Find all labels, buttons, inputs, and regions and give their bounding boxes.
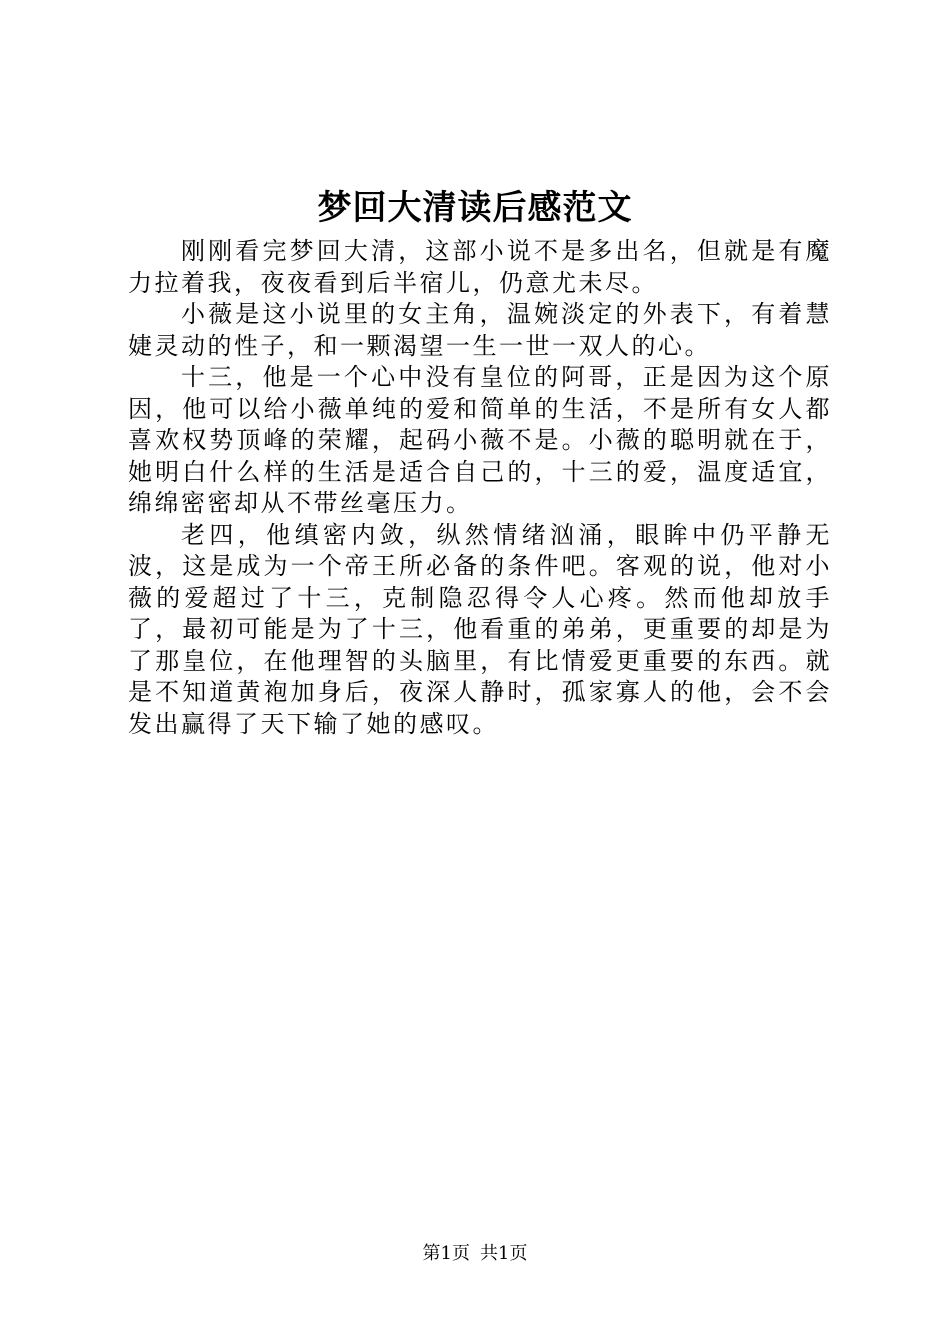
document-body [128,236,832,740]
page-footer [0,1241,950,1267]
paragraph: 老四，他缜密内敛，纵然情绪汹涌，眼眸中仍平静无波，这是成为一个帝王所必备的条件吧。客观的说，他对小薇的爱超过了十三，克制隐忍得令人心疼。然而他却放手了，最初可能是为了十三，他看重的弟弟，更重要的却是为了那皇位，在他理智的头脑里，有比情爱更重要的东西。就是不知道黄袍加身后，夜深人静时，孤家寡人的他，会不会发出赢得了天下输了她的感叹。 [128,520,832,738]
paragraph: 刚刚看完梦回大清，这部小说不是多出名，但就是有魔力拉着我，夜夜看到后半宿儿，仍意尤未尽。 [128,237,832,297]
document-title: 梦回大清读后感范文 [317,188,633,228]
paragraph: 小薇是这小说里的女主角，温婉淡定的外表下，有着慧婕灵动的性子，和一颗渴望一生一世一双人的心。 [128,300,832,360]
paragraph: 十三，他是一个心中没有皇位的阿哥，正是因为这个原因，他可以给小薇单纯的爱和简单的生活，不是所有女人都喜欢权势顶峰的荣耀，起码小薇不是。小薇的聪明就在于，她明白什么样的生活是适合自己的，十三的爱，温度适宜，绵绵密密却从不带丝毫压力。 [128,363,832,517]
page-total: 共1页 [480,1243,528,1264]
page-number: 第1页 [422,1243,470,1264]
